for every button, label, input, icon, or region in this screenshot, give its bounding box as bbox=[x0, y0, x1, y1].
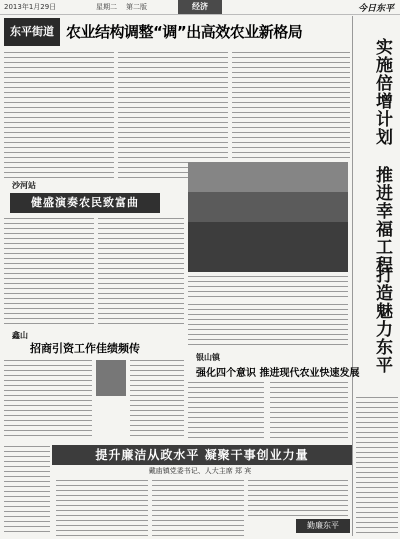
feature-text-col-2 bbox=[98, 216, 184, 326]
bottom-text-col-3 bbox=[152, 478, 244, 536]
photo-caption bbox=[188, 274, 348, 300]
portrait-photo bbox=[96, 360, 126, 396]
right-mid-text bbox=[188, 302, 348, 346]
right-mid-headline: 强化四个意识 推进现代农业快速发展 bbox=[196, 368, 360, 379]
news-photo bbox=[188, 162, 348, 272]
feature-tag: 沙河站 bbox=[12, 181, 36, 190]
lead-text-col-1 bbox=[4, 50, 114, 180]
bottom-subhead: 戴庙镇党委书记、人大主席 郑 宾 bbox=[148, 467, 252, 475]
middle-text-col-1 bbox=[4, 358, 92, 440]
lead-text-col-3 bbox=[232, 50, 350, 158]
lead-kicker: 东平街道 bbox=[4, 18, 60, 46]
bottom-text-col-4 bbox=[248, 478, 348, 518]
masthead bbox=[0, 0, 400, 15]
lead-text-col-2 bbox=[118, 50, 228, 180]
bottom-headline: 提升廉洁从政水平 凝聚干事创业力量 bbox=[52, 445, 352, 465]
middle-headline: 招商引资工作佳绩频传 bbox=[30, 342, 140, 355]
issue-date: 2013年1月29日 bbox=[4, 3, 57, 11]
right-mid-text-col-2 bbox=[270, 380, 348, 442]
section-label: 经济 bbox=[178, 0, 222, 14]
bottom-tag: 勤廉东平 bbox=[296, 519, 350, 533]
slogan-3: 打造魅力东平 bbox=[372, 266, 392, 374]
lead-headline: 农业结构调整“调”出高效农业新格局 bbox=[66, 23, 303, 41]
lead-headline-row bbox=[4, 18, 344, 46]
paper-logo: 今日东平 bbox=[357, 4, 394, 14]
feature-banner: 健盛演奏农民致富曲 bbox=[10, 193, 160, 213]
slogan-2: 推进幸福工程 bbox=[372, 166, 392, 274]
bottom-text-col-1 bbox=[4, 444, 50, 536]
bottom-text-col-2 bbox=[56, 478, 148, 536]
right-mid-text-col-1 bbox=[188, 380, 264, 442]
weekday: 星期二 bbox=[96, 3, 117, 11]
side-text bbox=[356, 395, 398, 535]
slogan-1: 实施倍增计划 bbox=[372, 38, 392, 146]
page-number: 第二版 bbox=[126, 3, 147, 11]
side-slogans bbox=[356, 16, 400, 392]
middle-text-col-2 bbox=[130, 358, 184, 440]
column-rule bbox=[352, 16, 353, 536]
middle-tag: 鑫山 bbox=[12, 331, 28, 340]
feature-text-col-1 bbox=[4, 216, 94, 326]
right-mid-tag: 银山镇 bbox=[196, 353, 220, 362]
